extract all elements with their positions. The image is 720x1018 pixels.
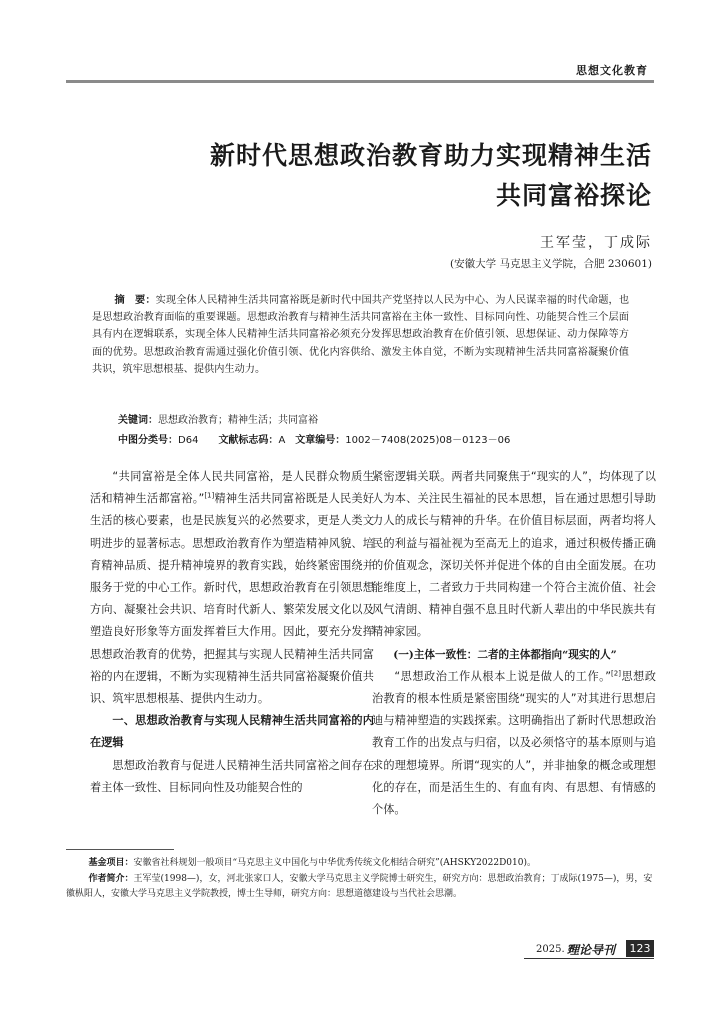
section-heading: 一、思想政治教育与实现人民精神生活共同富裕的内在逻辑 bbox=[90, 714, 374, 750]
abstract-text: 实现全体人民精神生活共同富裕既是新时代中国共产党坚持以人民为中心、为人民谋幸福的时代命题，也是思想政治教育面临的重要课题。思想政治教育与精神生活共同富裕在主体一致性、目标同向性、功能契合性三个层面具有内在逻辑联系，实现全体人民精神生活共同富裕必须充分发挥思想政治教育在价值引领、思想保证、动力保障等方面的优势。思想政治教育需通过强化价值引领、优化内容供给、激发主体自觉，不断为实现精神生活共同富裕凝聚价值共识，筑牢思想根基、提供内生动力。 bbox=[92, 295, 630, 375]
keywords bbox=[118, 411, 318, 426]
footer-rule bbox=[524, 958, 654, 959]
footer-issue: 2025. 8 bbox=[536, 944, 575, 955]
article-title-line-1: 新时代思想政治教育助力实现精神生活 bbox=[209, 141, 652, 170]
body-column-left bbox=[90, 466, 374, 799]
author-note: 作者简介：王军莹(1998—)，女，河北张家口人，安徽大学马克思主义学院博士研究生，研究方向：思想政治教育；丁成际(1975—)，男，安徽枞阳人，安徽大学马克思主义学院教授，博士生导师，研究方向：思想道德建设与当代社会思潮。 bbox=[66, 873, 653, 899]
footnote-rule bbox=[66, 849, 174, 850]
clc-label: 中图分类号： bbox=[118, 435, 178, 446]
article-title-line-2: 共同富裕探论 bbox=[495, 181, 652, 210]
funding-note: 基金项目：安徽省社科规划一般项目“马克思主义中国化与中华优秀传统文化相结合研究”(AHSKY2022D010)。 bbox=[88, 858, 536, 868]
section-label: 思想文化教育 bbox=[576, 64, 648, 77]
classification-line bbox=[118, 431, 510, 446]
affiliation: (安徽大学 马克思主义学院，合肥 230601) bbox=[450, 258, 652, 270]
footer-journal-name: 理论导刊 bbox=[567, 943, 616, 957]
paragraph: “共同富裕是全体人民共同富裕，是人民群众物质生活和精神生活都富裕。”[1]精神生活共同富裕既是人民美好生活的核心要素，也是民族复兴的必然要求，更是人类文明进步的显著标志。思想政治教育作为塑造精神风貌、培育精神品质、提升精神境界的教育实践，始终紧密围绕并服务于党的中心工作。新时代，思想政治教育在引领思想方向、凝聚社会共识、培育时代新人、繁荣发展文化以及塑造良好形象等方面发挥着巨大作用。因此，要充分发挥思想政治教育的优势，把握其与实现人民精神生活共同富裕的内在逻辑，不断为实现精神生活共同富裕凝聚价值共识、筑牢思想根基、提供内生动力。 bbox=[90, 470, 374, 706]
keywords-text: 思想政治教育；精神生活；共同富裕 bbox=[158, 415, 318, 426]
doc-code-label: 文献标志码： bbox=[218, 435, 279, 446]
header-rule bbox=[66, 80, 654, 83]
paragraph: 紧密逻辑关联。两者共同聚焦于“现实的人”，均体现了以人为本、关注民生福祉的民本思想，旨在通过思想引导助力人的成长与精神的升华。在价值目标层面，两者均将人民的利益与福祉视为至高无上的追求，通过积极传播正确的价值观念，深切关怀并促进个体的自由全面发展。在功能维度上，二者致力于共同构建一个符合主流价值、社会风气清朗、精神自强不息且时代新人辈出的中华民族共有精神家园。 bbox=[372, 470, 656, 639]
subsection-heading: (一)主体一致性：二者的主体都指向“现实的人” bbox=[393, 648, 617, 661]
abstract-label: 摘 要： bbox=[114, 295, 156, 306]
keywords-label: 关键词： bbox=[118, 415, 158, 426]
paragraph: 思想政治教育与促进人民精神生活共同富裕之间存在着主体一致性、目标同向性及功能契合性的 bbox=[90, 758, 374, 794]
footnotes bbox=[66, 856, 654, 903]
clc-value: D64 bbox=[178, 435, 199, 446]
reference-marker: [1] bbox=[204, 491, 215, 500]
paragraph: “思想政治工作从根本上说是做人的工作。”[2]思想政治教育的根本性质是紧密围绕“现实的人”对其进行思想启迪与精神塑造的实践探索。这明确指出了新时代思想政治教育工作的出发点与归宿，以及必须恪守的基本原则与追求的理想境界。所谓“现实的人”，并非抽象的概念或理想化的存在，而是活生生的、有血有肉、有思想、有情感的个体。 bbox=[372, 669, 656, 817]
reference-marker: [2] bbox=[611, 669, 621, 678]
page-number: 123 bbox=[626, 940, 654, 957]
authors: 王军莹，丁成际 bbox=[540, 235, 652, 251]
body-column-right bbox=[372, 466, 656, 821]
doc-code-value: A bbox=[278, 435, 286, 446]
article-no-label: 文章编号： bbox=[295, 435, 346, 446]
abstract bbox=[92, 292, 629, 378]
article-no-value: 1002－7408(2025)08－0123－06 bbox=[345, 435, 511, 446]
